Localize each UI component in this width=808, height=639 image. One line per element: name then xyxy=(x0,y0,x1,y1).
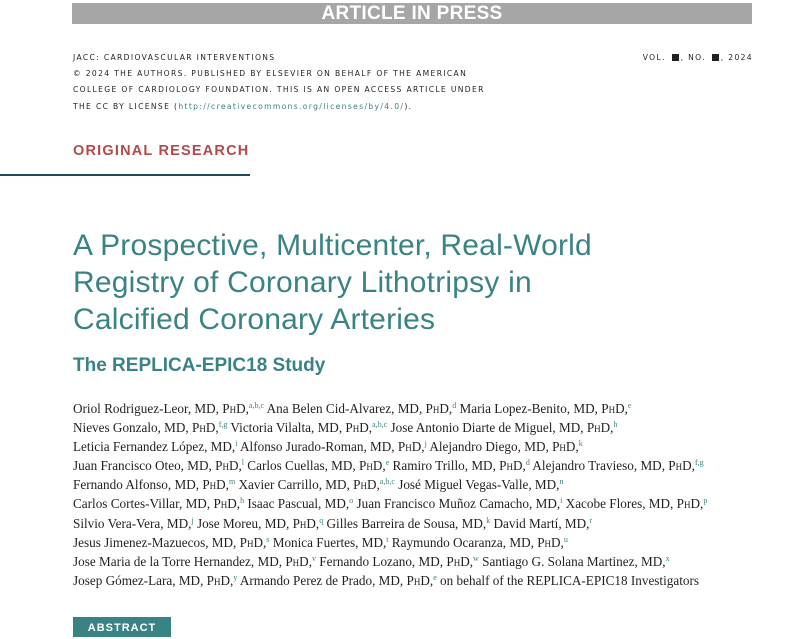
affiliation-superscript[interactable]: p xyxy=(703,496,708,506)
author-name: Alfonso Jurado-Roman, MD, xyxy=(237,439,398,455)
copyright-line-3-post: ). xyxy=(404,101,413,111)
affiliation-superscript[interactable]: h xyxy=(240,496,245,506)
author-name: Juan Francisco Oteo, MD, xyxy=(73,458,216,474)
author-name: Fernando Lozano, MD, xyxy=(315,553,447,569)
affiliation-superscript[interactable]: d xyxy=(525,458,530,468)
author-name: Carlos Cortes-Villar, MD, xyxy=(73,496,214,512)
author-entry: Josep Gómez-Lara, MD, PhD,$^y$ xyxy=(73,572,238,588)
author-name: Nieves Gonzalo, MD, xyxy=(73,420,193,436)
author-line xyxy=(73,514,793,533)
author-entry xyxy=(73,516,194,531)
author-degree: PhD xyxy=(215,458,239,474)
author-line xyxy=(73,399,793,418)
author-name: Leticia Fernandez López, MD, xyxy=(73,439,236,455)
author-entry xyxy=(323,516,490,531)
author-name: Isaac Pascual, MD, xyxy=(244,496,350,512)
author-name: Juan Francisco Muñoz Camacho, MD, xyxy=(353,496,561,512)
affiliation-superscript[interactable]: e xyxy=(433,572,437,582)
affiliation-superscript[interactable]: l xyxy=(241,458,244,468)
author-name: Fernando Alfonso, MD, xyxy=(73,477,203,493)
author-entry: Jose Antonio Diarte de Miguel, MD, PhD,$^h$ xyxy=(387,420,618,436)
title-line: A Prospective, Multicenter, Real-World xyxy=(73,229,592,262)
journal-name: JACC: CARDIOVASCULAR INTERVENTIONS xyxy=(73,53,276,62)
author-entry xyxy=(353,496,562,511)
affiliation-superscript[interactable]: k xyxy=(486,515,491,525)
section-divider xyxy=(0,174,250,176)
author-entry: Jose Maria de la Torre Hernandez, MD, PhD,$^v$ xyxy=(73,553,316,569)
author-degree: PhD xyxy=(537,534,561,550)
author-degree: PhD xyxy=(292,515,316,531)
author-line xyxy=(73,418,793,437)
author-entry: Jesus Jimenez-Mazuecos, MD, PhD,$^s$ xyxy=(73,534,270,550)
author-name: José Miguel Vegas-Valle, MD, xyxy=(394,477,560,493)
author-entry xyxy=(244,496,353,511)
author-degree: PhD xyxy=(202,477,226,493)
author-entry: Carlos Cortes-Villar, MD, PhD,$^h$ xyxy=(73,496,245,512)
author-entry: Ramiro Trillo, MD, PhD,$^d$ xyxy=(389,458,530,474)
author-degree: PhD xyxy=(499,458,523,474)
affiliation-superscript[interactable]: i xyxy=(560,496,563,506)
author-degree: PhD xyxy=(206,572,231,588)
author-name: Armando Perez de Prado, MD, xyxy=(237,572,407,588)
affiliation-superscript[interactable]: j xyxy=(424,439,427,449)
author-name: Oriol Rodriguez-Leor, MD, xyxy=(73,401,223,416)
author-name: Monica Fuertes, MD, xyxy=(269,534,387,550)
author-name: Xacobe Flores, MD, xyxy=(562,496,677,512)
author-line xyxy=(73,475,793,494)
author-degree: PhD xyxy=(239,534,263,550)
author-name: Alejandro Diego, MD, xyxy=(426,439,553,455)
license-link[interactable]: http://creativecommons.org/licenses/by/4.0/ xyxy=(178,101,405,111)
affiliation-superscript[interactable]: n xyxy=(559,477,564,487)
author-degree: PhD xyxy=(668,458,692,474)
author-name: Alejandro Travieso, MD, xyxy=(529,458,669,474)
article-in-press-banner: ARTICLE IN PRESS xyxy=(72,3,752,24)
author-entry: Carlos Cuellas, MD, PhD,$^e$ xyxy=(244,458,390,474)
affiliation-superscript[interactable]: u xyxy=(563,534,568,544)
author-name: Jose Maria de la Torre Hernandez, MD, xyxy=(73,553,286,569)
author-line xyxy=(73,437,793,456)
affiliation-superscript[interactable]: y xyxy=(233,572,238,582)
author-degree: PhD xyxy=(222,401,246,416)
author-entry: Alfonso Jurado-Roman, MD, PhD,$^j$ xyxy=(237,439,427,455)
affiliation-superscript[interactable]: j xyxy=(191,515,194,525)
affiliation-superscript[interactable]: i xyxy=(235,439,238,449)
author-entry: Alejandro Travieso, MD, PhD,$^{f,g}$ xyxy=(529,458,704,474)
year: , 2024 xyxy=(720,53,753,62)
author-entry: Xacobe Flores, MD, PhD,$^p$ xyxy=(562,496,708,512)
author-degree: PhD xyxy=(586,420,611,436)
author-degree: PhD xyxy=(213,496,237,512)
affiliation-superscript[interactable]: s xyxy=(266,534,270,544)
author-entry: Raymundo Ocaranza, MD, PhD,$^u$ xyxy=(388,534,568,550)
copyright-line-3-pre: THE CC BY LICENSE ( xyxy=(73,101,179,111)
author-degree: PhD xyxy=(353,477,377,493)
author-line xyxy=(73,494,793,513)
no-label: , NO. xyxy=(680,53,706,62)
author-name: Jose Antonio Diarte de Miguel, MD, xyxy=(387,420,587,436)
author-name: on behalf of the REPLICA-EPIC18 Investigators xyxy=(436,572,699,588)
title-line: Registry of Coronary Lithotripsy in xyxy=(73,266,532,299)
affiliation-superscript[interactable]: x xyxy=(665,553,670,563)
author-list xyxy=(73,399,793,590)
author-name: Silvio Vera-Vera, MD, xyxy=(73,515,192,531)
author-name: Ramiro Trillo, MD, xyxy=(389,458,500,474)
journal-meta xyxy=(73,50,513,115)
affiliation-superscript[interactable]: t xyxy=(386,534,389,544)
affiliation-superscript[interactable]: r xyxy=(589,515,593,525)
author-name: Santiago G. Solana Martinez, MD, xyxy=(478,553,666,569)
affiliation-superscript[interactable]: e xyxy=(385,458,390,468)
author-degree: PhD xyxy=(359,458,383,474)
abstract-tab[interactable]: ABSTRACT xyxy=(73,617,171,637)
author-line xyxy=(73,571,793,590)
author-entry xyxy=(395,477,564,492)
author-name: Josep Gómez-Lara, MD, xyxy=(73,572,207,588)
author-entry: Xavier Carrillo, MD, PhD,$^{a,b,c}$ xyxy=(235,477,395,493)
author-degree: PhD xyxy=(446,553,470,569)
author-entry xyxy=(73,439,237,454)
article-subtitle: The REPLICA-EPIC18 Study xyxy=(73,355,326,376)
author-entry: Victoria Vilalta, MD, PhD,$^{a,b,c}$ xyxy=(227,420,388,436)
affiliation-superscript[interactable]: m xyxy=(228,477,236,487)
affiliation-superscript[interactable]: a,b,c xyxy=(248,401,265,410)
affiliation-superscript[interactable]: o xyxy=(349,496,354,506)
author-entry: Juan Francisco Oteo, MD, PhD,$^l$ xyxy=(73,458,244,474)
author-degree: PhD xyxy=(601,401,625,416)
author-entry: Maria Lopez-Benito, MD, PhD,$^e$ xyxy=(456,401,632,416)
author-entry: Armando Perez de Prado, MD, PhD,$^e$ xyxy=(237,572,437,588)
affiliation-superscript[interactable]: d xyxy=(452,401,457,410)
author-degree: PhD xyxy=(406,572,430,588)
copyright-line-2: COLLEGE OF CARDIOLOGY FOUNDATION. THIS IS AN OPEN ACCESS ARTICLE UNDER xyxy=(73,85,485,95)
author-degree: PhD xyxy=(676,496,701,512)
title-line: Calcified Coronary Arteries xyxy=(73,303,436,336)
volume-info xyxy=(643,50,753,66)
author-entry: Fernando Alfonso, MD, PhD,$^m$ xyxy=(73,477,236,493)
author-line xyxy=(73,552,793,571)
author-name: Raymundo Ocaranza, MD, xyxy=(388,534,538,550)
author-degree: PhD xyxy=(397,439,422,455)
affiliation-superscript[interactable]: q xyxy=(319,515,324,525)
article-title xyxy=(73,227,773,338)
affiliation-superscript[interactable]: h xyxy=(613,420,618,430)
copyright-line-1: © 2024 THE AUTHORS. PUBLISHED BY ELSEVIER ON BEHALF OF THE AMERICAN xyxy=(73,69,468,79)
author-entry xyxy=(479,554,670,569)
affiliation-superscript[interactable]: f,g xyxy=(218,420,228,430)
author-name: Xavier Carrillo, MD, xyxy=(235,477,354,493)
author-entry xyxy=(269,535,388,550)
affiliation-superscript[interactable]: a,b,c xyxy=(372,420,388,430)
author-line xyxy=(73,456,793,475)
vol-label: VOL. xyxy=(642,53,666,62)
author-name: Jose Moreu, MD, xyxy=(193,515,293,531)
copyright-line-3 xyxy=(73,99,513,115)
author-entry: Fernando Lozano, MD, PhD,$^w$ xyxy=(315,553,479,569)
author-name: Victoria Vilalta, MD, xyxy=(227,420,346,436)
author-entry xyxy=(490,516,592,531)
affiliation-superscript[interactable]: e xyxy=(627,401,632,410)
author-degree: PhD xyxy=(425,401,449,416)
affiliation-superscript[interactable]: v xyxy=(311,553,316,563)
author-entry: Nieves Gonzalo, MD, PhD,$^{f,g}$ xyxy=(73,420,228,436)
affiliation-superscript[interactable]: k xyxy=(578,439,583,449)
affiliation-superscript[interactable]: f,g xyxy=(694,458,704,468)
affiliation-superscript[interactable]: a,b,c xyxy=(379,477,395,487)
author-name: Ana Belen Cid-Alvarez, MD, xyxy=(264,401,426,416)
author-degree: PhD xyxy=(552,439,576,455)
author-name: Jesus Jimenez-Mazuecos, MD, xyxy=(73,534,240,550)
author-degree: PhD xyxy=(345,420,369,436)
author-name: Carlos Cuellas, MD, xyxy=(244,458,360,474)
author-entry: Jose Moreu, MD, PhD,$^q$ xyxy=(193,515,324,531)
no-placeholder-square xyxy=(712,54,719,61)
author-name: Maria Lopez-Benito, MD, xyxy=(456,401,602,416)
author-degree: PhD xyxy=(285,553,309,569)
author-entry: Oriol Rodriguez-Leor, MD, PhD,$^{a,b,c}$ xyxy=(73,401,265,416)
section-label: ORIGINAL RESEARCH xyxy=(73,143,250,159)
author-entry xyxy=(437,573,699,588)
author-line xyxy=(73,533,793,552)
author-entry: Ana Belen Cid-Alvarez, MD, PhD,$^d$ xyxy=(264,401,457,416)
author-name: David Martí, MD, xyxy=(490,515,590,531)
author-entry: Alejandro Diego, MD, PhD,$^k$ xyxy=(426,439,583,455)
author-name: Gilles Barreira de Sousa, MD, xyxy=(323,515,487,531)
affiliation-superscript[interactable]: w xyxy=(473,553,479,563)
author-degree: PhD xyxy=(192,420,216,436)
vol-placeholder-square xyxy=(672,54,679,61)
